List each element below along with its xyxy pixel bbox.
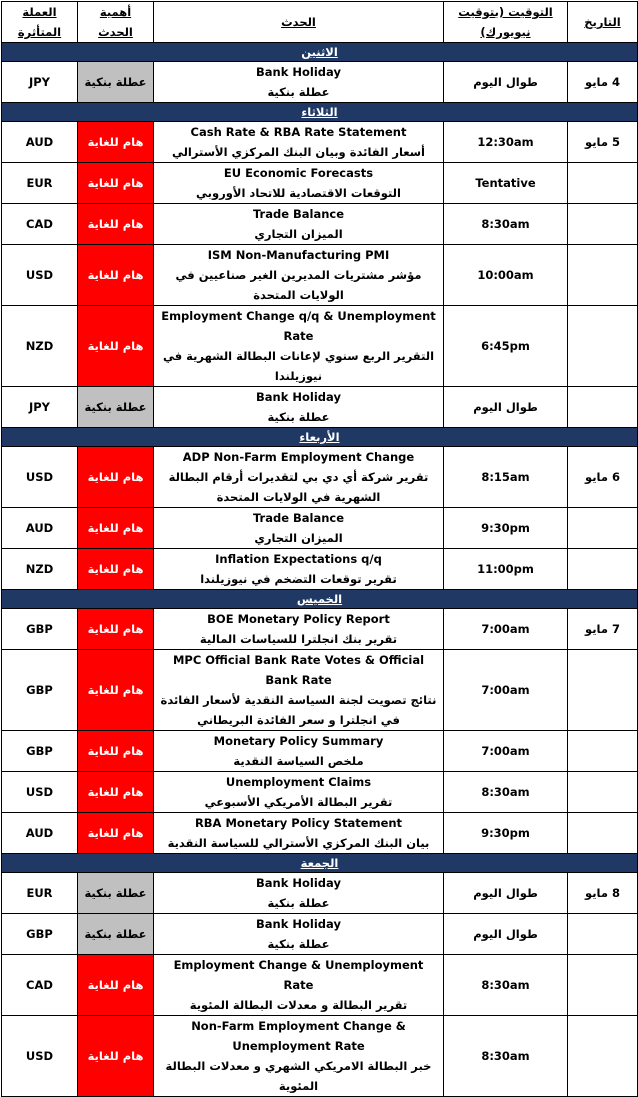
- date-cell: 8 مايو: [568, 873, 638, 914]
- event-name-ar: بيان البنك المركزي الأسترالي للسياسة النقدية: [167, 836, 430, 850]
- date-cell: [568, 813, 638, 854]
- currency-cell: AUD: [2, 508, 78, 549]
- event-cell: [154, 549, 444, 590]
- day-header-row: [2, 854, 638, 873]
- currency-cell: AUD: [2, 813, 78, 854]
- event-name-en: Cash Rate & RBA Rate Statement: [190, 125, 407, 139]
- event-name-ar: الميزان التجاري: [254, 227, 343, 241]
- time-cell: 8:30am: [444, 955, 568, 1016]
- date-cell: [568, 1016, 638, 1097]
- event-cell: [154, 731, 444, 772]
- header-importance: أهمية الحدث: [78, 2, 154, 43]
- importance-high-badge: هام للغاية: [78, 731, 154, 772]
- table-row: [2, 731, 638, 772]
- date-cell: 5 مايو: [568, 122, 638, 163]
- importance-holiday-badge: عطلة بنكية: [78, 387, 154, 428]
- event-name-ar: عطلة بنكية: [267, 410, 330, 424]
- header-row: [2, 2, 638, 43]
- event-cell: [154, 163, 444, 204]
- currency-cell: AUD: [2, 122, 78, 163]
- importance-high-badge: هام للغاية: [78, 650, 154, 731]
- importance-high-badge: هام للغاية: [78, 955, 154, 1016]
- importance-high-badge: هام للغاية: [78, 1016, 154, 1097]
- event-name-en: Trade Balance: [252, 207, 345, 221]
- importance-holiday-badge: عطلة بنكية: [78, 914, 154, 955]
- event-name-ar: ملخص السياسة النقدية: [233, 754, 364, 768]
- table-row: [2, 204, 638, 245]
- event-name-ar: عطلة بنكية: [267, 896, 330, 910]
- event-name-en: RBA Monetary Policy Statement: [194, 816, 403, 830]
- time-cell: 9:30pm: [444, 813, 568, 854]
- calendar-body: [2, 43, 638, 1097]
- time-cell: 8:30am: [444, 772, 568, 813]
- currency-cell: GBP: [2, 609, 78, 650]
- date-cell: 7 مايو: [568, 609, 638, 650]
- header-currency: العملة المتأثرة: [2, 2, 78, 43]
- currency-cell: USD: [2, 447, 78, 508]
- day-name: الثلاثاء: [2, 103, 638, 122]
- event-name-ar: الميزان التجاري: [254, 531, 343, 545]
- event-cell: [154, 955, 444, 1016]
- table-row: [2, 447, 638, 508]
- table-row: [2, 955, 638, 1016]
- event-name-en: Monetary Policy Summary: [213, 734, 384, 748]
- event-name-en: Bank Holiday: [256, 65, 341, 79]
- importance-high-badge: هام للغاية: [78, 122, 154, 163]
- date-cell: [568, 772, 638, 813]
- event-name-en: ADP Non-Farm Employment Change: [182, 450, 415, 464]
- economic-calendar-table: [1, 1, 638, 1097]
- event-name-ar: تقرير البطالة الأمريكي الأسبوعي: [204, 795, 393, 809]
- currency-cell: USD: [2, 772, 78, 813]
- event-name-en: ISM Non-Manufacturing PMI: [207, 248, 390, 262]
- currency-cell: JPY: [2, 62, 78, 103]
- time-cell: 7:00am: [444, 731, 568, 772]
- event-name-en: EU Economic Forecasts: [223, 166, 374, 180]
- date-cell: [568, 914, 638, 955]
- event-cell: [154, 914, 444, 955]
- time-cell: 8:15am: [444, 447, 568, 508]
- currency-cell: CAD: [2, 955, 78, 1016]
- header-event: الحدث: [154, 2, 444, 43]
- time-cell: طوال اليوم: [444, 873, 568, 914]
- event-cell: [154, 245, 444, 306]
- event-cell: [154, 1016, 444, 1097]
- event-name-ar: أسعار الفائدة وبيان البنك المركزي الأسترالي: [171, 145, 426, 159]
- date-cell: [568, 955, 638, 1016]
- importance-high-badge: هام للغاية: [78, 609, 154, 650]
- event-name-ar: التقرير الربع سنوي لإعانات البطالة الشهرية في نيوزيلندا: [162, 349, 435, 383]
- importance-high-badge: هام للغاية: [78, 306, 154, 387]
- time-cell: 10:00am: [444, 245, 568, 306]
- event-cell: [154, 447, 444, 508]
- event-name-ar: تقرير البطالة و معدلات البطالة المئوية: [189, 998, 408, 1012]
- day-header-row: [2, 590, 638, 609]
- event-name-en: Non-Farm Employment Change & Unemployment Rate: [191, 1019, 406, 1053]
- event-name-en: Trade Balance: [252, 511, 345, 525]
- time-cell: طوال اليوم: [444, 387, 568, 428]
- table-row: [2, 306, 638, 387]
- time-cell: طوال اليوم: [444, 914, 568, 955]
- table-row: [2, 122, 638, 163]
- date-cell: 6 مايو: [568, 447, 638, 508]
- event-cell: [154, 204, 444, 245]
- header-time: التوقيت (بتوقيت نيويورك): [444, 2, 568, 43]
- date-cell: [568, 650, 638, 731]
- event-name-ar: نتائج تصويت لجنة السياسة النقدية لأسعار الفائدة في انجلترا و سعر الفائدة البريطاني: [160, 693, 437, 727]
- date-cell: [568, 306, 638, 387]
- event-cell: [154, 508, 444, 549]
- event-name-ar: مؤشر مشتريات المديرين الغير صناعيين في الولايات المتحدة: [175, 268, 422, 302]
- importance-high-badge: هام للغاية: [78, 163, 154, 204]
- event-cell: [154, 772, 444, 813]
- event-cell: [154, 62, 444, 103]
- event-name-ar: خبر البطالة الامريكي الشهري و معدلات البطالة المئوية: [165, 1059, 432, 1093]
- table-row: [2, 508, 638, 549]
- table-row: [2, 1016, 638, 1097]
- time-cell: 8:30am: [444, 1016, 568, 1097]
- table-row: [2, 387, 638, 428]
- currency-cell: CAD: [2, 204, 78, 245]
- day-name: الجمعة: [2, 854, 638, 873]
- time-cell: 11:00pm: [444, 549, 568, 590]
- table-row: [2, 549, 638, 590]
- importance-holiday-badge: عطلة بنكية: [78, 62, 154, 103]
- day-header-row: [2, 103, 638, 122]
- table-row: [2, 650, 638, 731]
- table-row: [2, 62, 638, 103]
- event-name-ar: التوقعات الاقتصادية للاتحاد الأوروبي: [196, 186, 401, 200]
- currency-cell: USD: [2, 245, 78, 306]
- currency-cell: NZD: [2, 549, 78, 590]
- event-name-en: Inflation Expectations q/q: [215, 552, 382, 566]
- date-cell: [568, 163, 638, 204]
- currency-cell: NZD: [2, 306, 78, 387]
- importance-high-badge: هام للغاية: [78, 549, 154, 590]
- importance-holiday-badge: عطلة بنكية: [78, 873, 154, 914]
- time-cell: 7:00am: [444, 650, 568, 731]
- event-cell: [154, 813, 444, 854]
- event-name-en: BOE Monetary Policy Report: [207, 612, 390, 626]
- event-name-en: MPC Official Bank Rate Votes & Official Bank Rate: [172, 653, 425, 687]
- time-cell: طوال اليوم: [444, 62, 568, 103]
- event-name-ar: تقرير بنك انجلترا للسياسات المالية: [199, 632, 398, 646]
- currency-cell: GBP: [2, 731, 78, 772]
- event-name-en: Employment Change & Unemployment Rate: [173, 958, 424, 992]
- day-header-row: [2, 428, 638, 447]
- importance-high-badge: هام للغاية: [78, 813, 154, 854]
- currency-cell: USD: [2, 1016, 78, 1097]
- table-row: [2, 163, 638, 204]
- importance-high-badge: هام للغاية: [78, 508, 154, 549]
- event-cell: [154, 387, 444, 428]
- time-cell: 7:00am: [444, 609, 568, 650]
- currency-cell: EUR: [2, 873, 78, 914]
- day-name: الاثنين: [2, 43, 638, 62]
- event-name-en: Employment Change q/q & Unemployment Rate: [161, 309, 436, 343]
- event-name-en: Bank Holiday: [256, 876, 341, 890]
- table-row: [2, 245, 638, 306]
- event-cell: [154, 306, 444, 387]
- table-row: [2, 914, 638, 955]
- currency-cell: GBP: [2, 650, 78, 731]
- date-cell: [568, 549, 638, 590]
- time-cell: 6:45pm: [444, 306, 568, 387]
- event-name-ar: تقرير توقعات التضخم في نيوزيلندا: [200, 572, 397, 586]
- date-cell: 4 مايو: [568, 62, 638, 103]
- event-name-en: Bank Holiday: [256, 917, 341, 931]
- date-cell: [568, 731, 638, 772]
- time-cell: Tentative: [444, 163, 568, 204]
- currency-cell: GBP: [2, 914, 78, 955]
- date-cell: [568, 204, 638, 245]
- day-name: الأربعاء: [2, 428, 638, 447]
- currency-cell: EUR: [2, 163, 78, 204]
- importance-high-badge: هام للغاية: [78, 772, 154, 813]
- currency-cell: JPY: [2, 387, 78, 428]
- event-cell: [154, 122, 444, 163]
- table-row: [2, 772, 638, 813]
- time-cell: 12:30am: [444, 122, 568, 163]
- event-cell: [154, 873, 444, 914]
- date-cell: [568, 387, 638, 428]
- importance-high-badge: هام للغاية: [78, 245, 154, 306]
- header-date: التاريخ: [568, 2, 638, 43]
- event-name-ar: تقرير شركة أي دي بي لتقديرات أرقام البطالة الشهرية في الولايات المتحدة: [168, 470, 429, 504]
- event-name-ar: عطلة بنكية: [267, 85, 330, 99]
- day-header-row: [2, 43, 638, 62]
- importance-high-badge: هام للغاية: [78, 447, 154, 508]
- time-cell: 8:30am: [444, 204, 568, 245]
- event-name-en: Bank Holiday: [256, 390, 341, 404]
- event-name-en: Unemployment Claims: [225, 775, 372, 789]
- importance-high-badge: هام للغاية: [78, 204, 154, 245]
- day-name: الخميس: [2, 590, 638, 609]
- table-row: [2, 873, 638, 914]
- date-cell: [568, 245, 638, 306]
- event-cell: [154, 650, 444, 731]
- date-cell: [568, 508, 638, 549]
- table-row: [2, 609, 638, 650]
- time-cell: 9:30pm: [444, 508, 568, 549]
- event-cell: [154, 609, 444, 650]
- event-name-ar: عطلة بنكية: [267, 937, 330, 951]
- table-row: [2, 813, 638, 854]
